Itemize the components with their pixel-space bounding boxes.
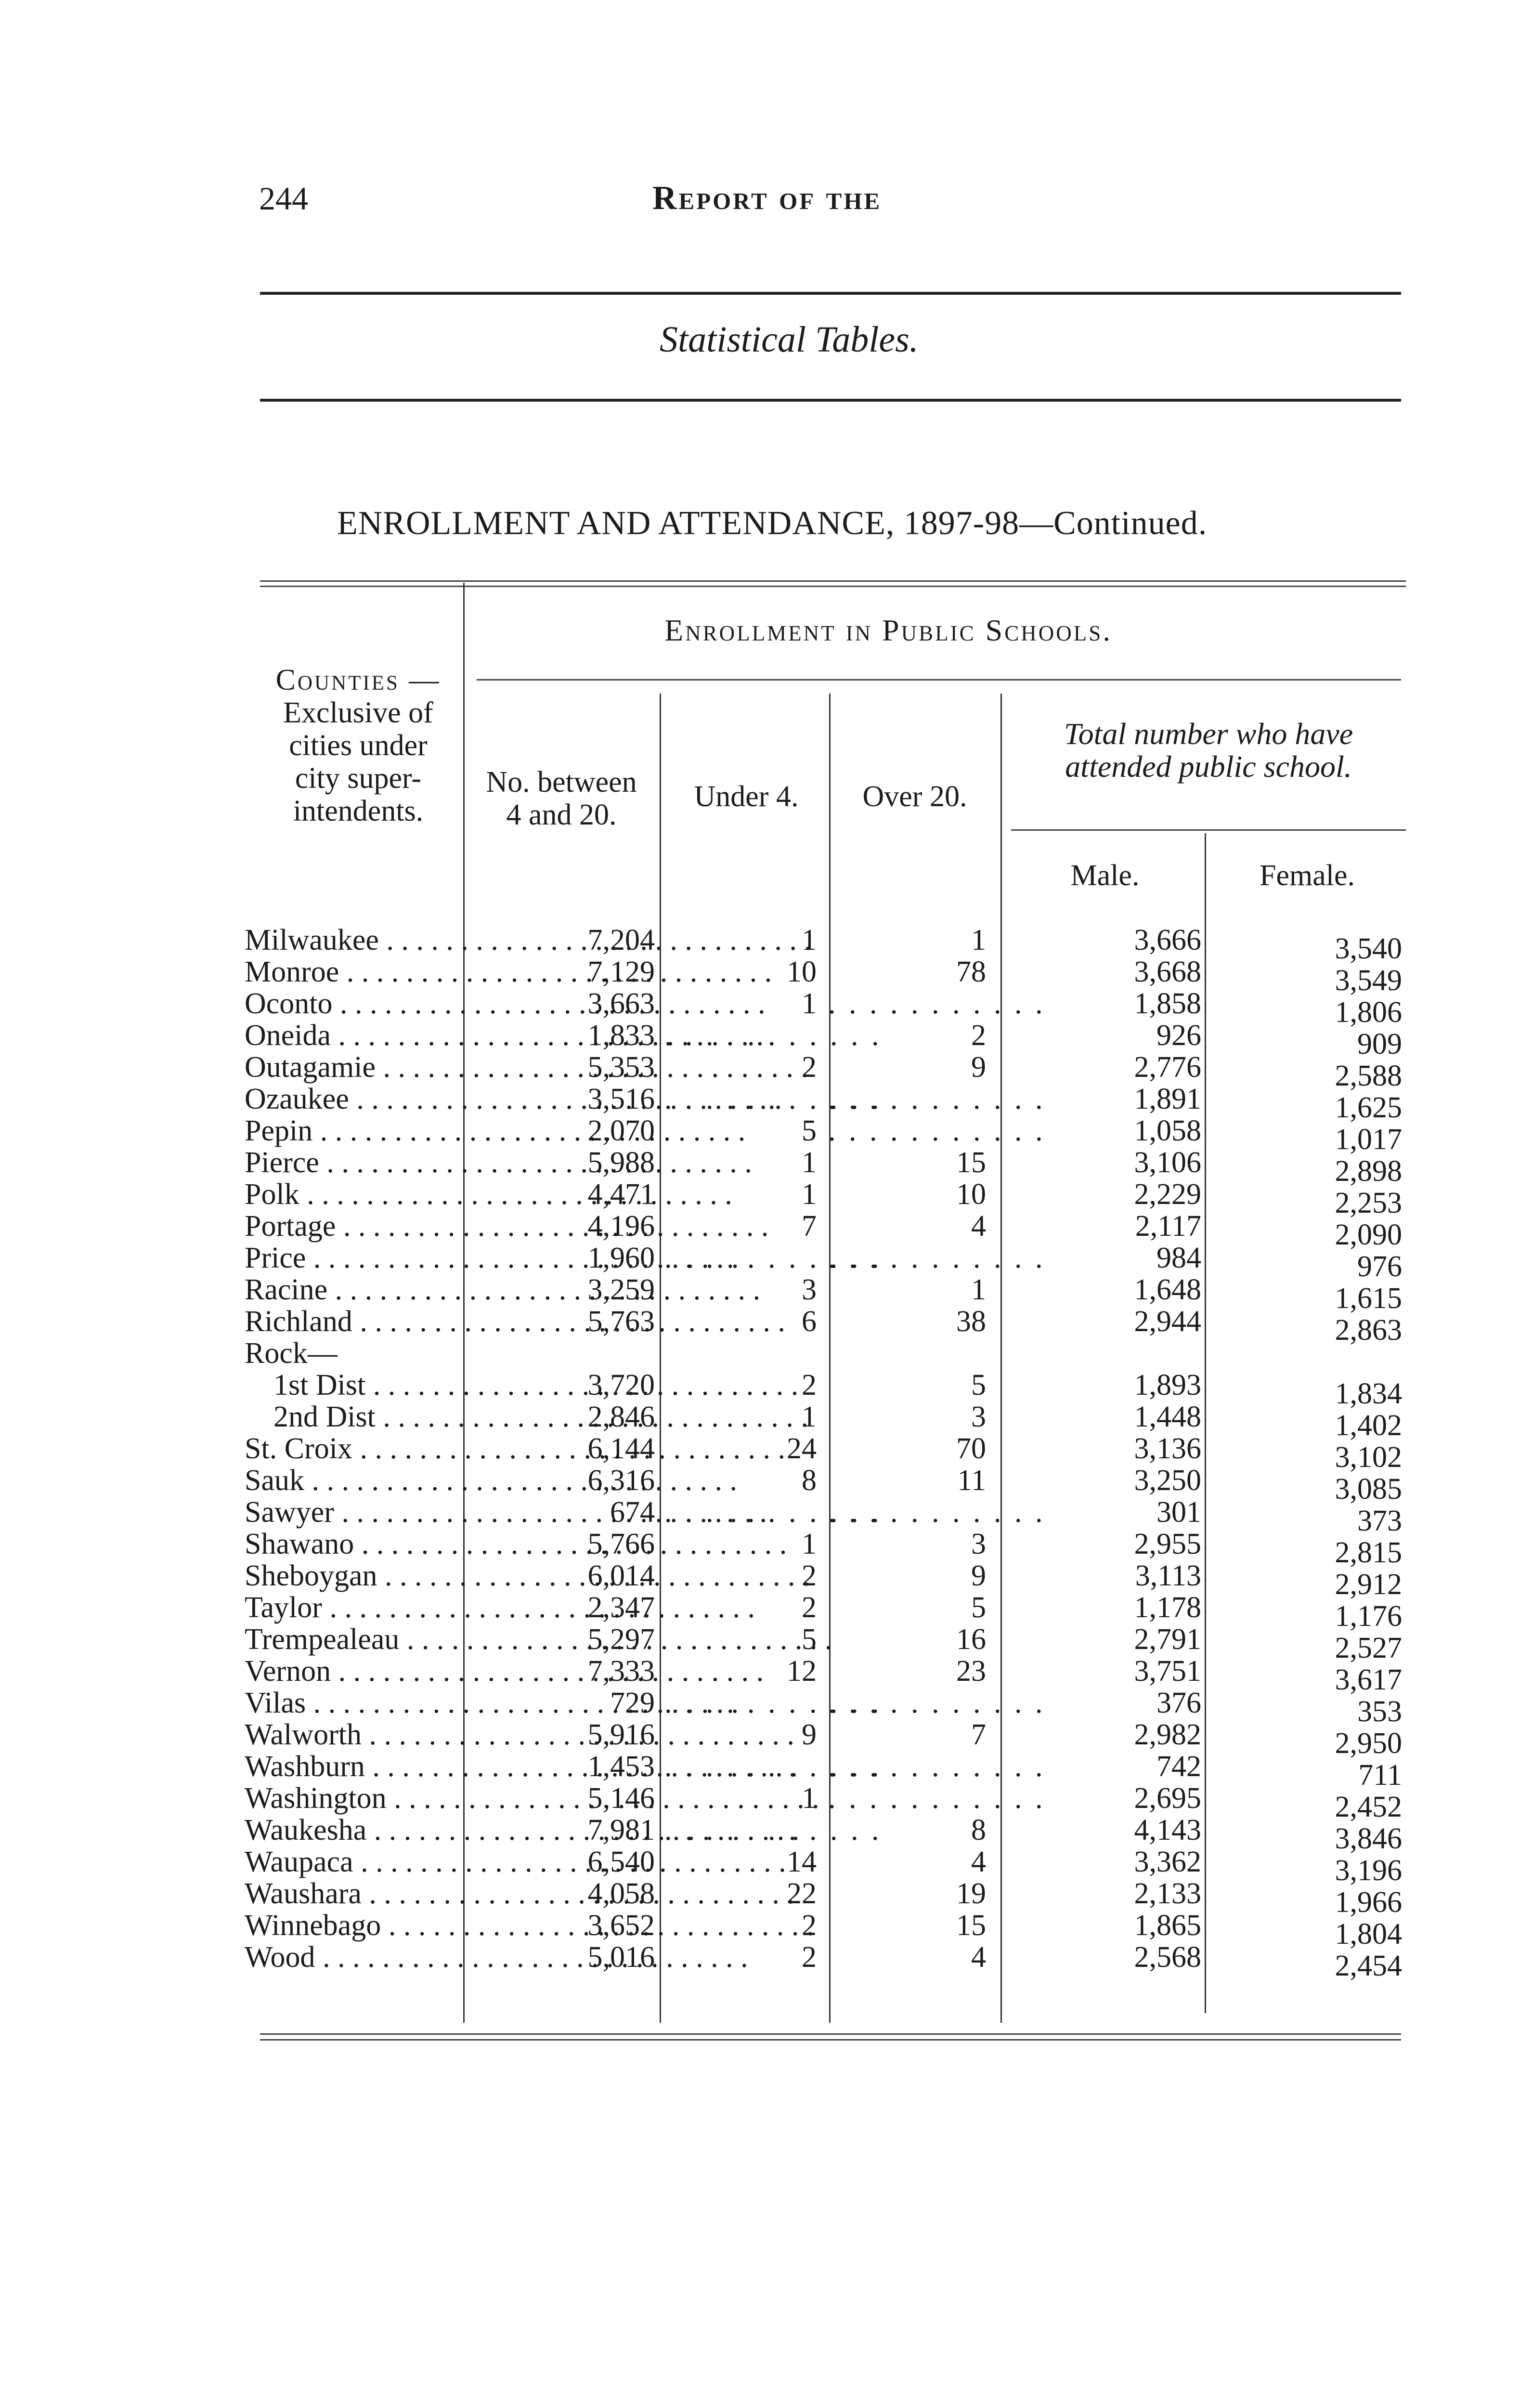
female-cell: 3,540 (1335, 932, 1402, 965)
table-top-rule-double (260, 586, 1406, 587)
county-cell: Ozaukee . . . (245, 1083, 457, 1115)
female-cell: 373 (1357, 1505, 1402, 1537)
between-cell: 5,353 (587, 1051, 655, 1084)
over-cell-leader: . . . . . . . . . . . (828, 1083, 1046, 1115)
county-cell: Winnebago . . . (245, 1910, 457, 1941)
table-row (0, 1782, 1533, 1823)
under-cell: 10 (787, 955, 817, 988)
county-cell: St. Croix . . . (245, 1433, 457, 1465)
female-header: Female. (1260, 859, 1355, 892)
table-row (0, 1814, 1533, 1855)
female-cell: 3,846 (1335, 1822, 1402, 1855)
table-top-rule (260, 580, 1406, 582)
male-cell: 2,229 (1134, 1178, 1201, 1211)
county-cell: Washington . . . (245, 1782, 457, 1814)
between-cell: 5,766 (587, 1528, 655, 1560)
male-cell: 2,791 (1134, 1623, 1201, 1656)
male-cell: 2,955 (1134, 1528, 1201, 1560)
between-cell: 3,720 (587, 1369, 655, 1401)
counties-header-line: intendents. (293, 795, 424, 827)
under-cell-leader: . . . . . . . . . . . (664, 1083, 882, 1115)
male-cell: 2,568 (1134, 1941, 1201, 1974)
between-cell: 3,516 (587, 1083, 655, 1115)
under-cell: 12 (787, 1655, 817, 1688)
county-cell: Oneida . . . (245, 1020, 457, 1051)
table-row (0, 1496, 1533, 1537)
over-cell: 1 (971, 1273, 986, 1306)
county-cell: Racine . . . (245, 1274, 457, 1306)
under-cell: 5 (802, 1623, 817, 1656)
between-cell: 1,960 (587, 1242, 655, 1274)
female-cell: 2,898 (1335, 1155, 1402, 1188)
county-cell: Outagamie . . . (245, 1051, 457, 1083)
under-cell: 1 (802, 1400, 817, 1433)
female-cell: 1,176 (1335, 1600, 1402, 1633)
between-header-line: No. between (486, 766, 637, 798)
under-cell: 3 (802, 1273, 817, 1306)
male-cell: 2,776 (1134, 1051, 1201, 1084)
table-row (0, 987, 1533, 1029)
section-heading: Statistical Tables. (660, 319, 919, 360)
over-cell-leader: . . . . . . . . . . . (828, 1687, 1046, 1719)
table-row (0, 1528, 1533, 1569)
female-cell: 2,912 (1335, 1568, 1402, 1601)
county-cell: Sauk . . . (245, 1465, 457, 1496)
under-cell: 1 (802, 924, 817, 956)
under-cell: 2 (802, 1559, 817, 1592)
between-cell: 4,058 (587, 1877, 655, 1910)
male-cell: 3,362 (1134, 1845, 1201, 1878)
female-cell: 2,090 (1335, 1218, 1402, 1251)
male-cell: 1,893 (1134, 1369, 1201, 1401)
between-cell: 7,129 (587, 955, 655, 988)
between-cell: 4,196 (587, 1210, 655, 1243)
table-row (0, 1623, 1533, 1664)
table-row (0, 1432, 1533, 1474)
under-cell: 7 (802, 1210, 817, 1243)
county-cell: Pepin . . . (245, 1115, 457, 1147)
male-cell: 2,982 (1134, 1718, 1201, 1751)
county-cell: Waukesha . . . (245, 1814, 457, 1846)
county-cell: Trempealeau . . . (245, 1623, 457, 1655)
male-cell: 3,106 (1134, 1146, 1201, 1179)
over-cell: 78 (956, 955, 986, 988)
table-row (0, 1400, 1533, 1442)
table-row (0, 1845, 1533, 1887)
between-cell: 5,988 (587, 1146, 655, 1179)
between-cell: 6,144 (587, 1432, 655, 1465)
female-cell: 3,617 (1335, 1663, 1402, 1696)
between-cell: 7,333 (587, 1655, 655, 1688)
county-cell: Shawano . . . (245, 1528, 457, 1560)
county-cell: 2nd Dist . . . (245, 1401, 457, 1433)
counties-header-line: Exclusive of (283, 696, 433, 729)
between-cell: 6,316 (587, 1464, 655, 1497)
over-cell-leader: . . . . . . . . . . . (828, 1114, 1046, 1147)
county-cell: Sheboygan . . . (245, 1560, 457, 1592)
under-cell-leader: . . . . . . . . . . . (664, 1019, 882, 1052)
county-cell: Portage . . . (245, 1210, 457, 1242)
county-cell: Monroe . . . (245, 956, 457, 988)
under-cell: 2 (802, 1909, 817, 1942)
male-cell: 2,133 (1134, 1877, 1201, 1910)
over-cell: 5 (971, 1369, 986, 1401)
over-cell: 9 (971, 1051, 986, 1084)
under-cell-leader: . . . . . . . . . . . (664, 1496, 882, 1529)
between-cell: 3,259 (587, 1273, 655, 1306)
county-cell: Sawyer . . . (245, 1496, 457, 1528)
table-row (0, 1687, 1533, 1728)
under-cell-leader: . . . . . . . . . . . (664, 1687, 882, 1719)
female-cell: 1,625 (1335, 1091, 1402, 1124)
running-head: Report of the (652, 180, 882, 217)
female-cell: 2,253 (1335, 1187, 1402, 1219)
male-cell: 1,648 (1134, 1273, 1201, 1306)
female-cell: 909 (1357, 1028, 1402, 1060)
over-cell: 10 (956, 1178, 986, 1211)
table-row (0, 1051, 1533, 1092)
county-cell: Vilas . . . (245, 1687, 457, 1719)
table-row (0, 1210, 1533, 1251)
male-cell: 1,858 (1134, 987, 1201, 1020)
over-cell-leader: . . . . . . . . . . . (828, 1242, 1046, 1274)
total-header-line: attended public school. (1065, 749, 1352, 784)
male-cell: 4,143 (1134, 1814, 1201, 1846)
over-cell-leader: . . . . . . . . . . . (828, 1750, 1046, 1783)
under-cell: 24 (787, 1432, 817, 1465)
over-cell: 8 (971, 1814, 986, 1846)
male-cell: 1,058 (1134, 1114, 1201, 1147)
male-cell: 3,136 (1134, 1432, 1201, 1465)
county-cell: Taylor . . . (245, 1592, 457, 1623)
enrollment-group-header: Enrollment in Public Schools. (664, 613, 1113, 647)
over-cell: 4 (971, 1845, 986, 1878)
under-cell: 22 (787, 1877, 817, 1910)
male-cell: 2,944 (1134, 1305, 1201, 1338)
table-row (0, 1178, 1533, 1219)
male-cell: 742 (1156, 1750, 1201, 1783)
over-header: Over 20. (862, 780, 967, 813)
male-cell: 926 (1156, 1019, 1201, 1052)
under-cell: 14 (787, 1845, 817, 1878)
between-cell: 6,540 (587, 1845, 655, 1878)
between-cell: 2,070 (587, 1114, 655, 1147)
table-row (0, 1083, 1533, 1124)
county-cell: Walworth . . . (245, 1719, 457, 1751)
table-row (0, 1146, 1533, 1188)
under-header: Under 4. (694, 780, 799, 813)
female-cell: 2,527 (1335, 1632, 1402, 1664)
county-cell: Oconto . . . (245, 988, 457, 1020)
between-cell: 4,471 (587, 1178, 655, 1211)
over-cell: 15 (956, 1909, 986, 1942)
over-cell: 16 (956, 1623, 986, 1656)
total-header (1006, 718, 1411, 783)
table-bottom-rule (260, 2033, 1401, 2035)
female-cell: 3,549 (1335, 964, 1402, 997)
male-cell: 3,250 (1134, 1464, 1201, 1497)
under-cell-leader: . . . . . . . . . . . (664, 1750, 882, 1783)
male-cell: 3,668 (1134, 955, 1201, 988)
female-cell: 1,834 (1335, 1377, 1402, 1410)
over-cell: 11 (957, 1464, 986, 1497)
county-cell: 1st Dist . . . (245, 1369, 457, 1401)
table-row (0, 1369, 1533, 1410)
female-cell: 1,402 (1335, 1409, 1402, 1442)
between-cell: 729 (610, 1687, 655, 1719)
over-cell: 23 (956, 1655, 986, 1688)
county-cell: Milwaukee . . . (245, 924, 457, 956)
male-cell: 1,448 (1134, 1400, 1201, 1433)
female-cell: 1,804 (1335, 1918, 1402, 1950)
table-row (0, 1941, 1533, 1982)
over-cell-leader: . . . . . . . . . . . (828, 1782, 1046, 1815)
under-cell: 1 (802, 1146, 817, 1179)
female-cell: 3,085 (1335, 1473, 1402, 1505)
subgroup-rule (1011, 829, 1406, 831)
table-title: ENROLLMENT AND ATTENDANCE, 1897-98—Continued. (337, 505, 1208, 542)
under-cell: 6 (802, 1305, 817, 1338)
male-cell: 301 (1156, 1496, 1201, 1529)
over-cell-leader: . . . . . . . . . . . (828, 987, 1046, 1020)
table-row (0, 1877, 1533, 1919)
over-cell: 15 (956, 1146, 986, 1179)
between-header (465, 766, 658, 831)
counties-header (262, 664, 455, 827)
female-cell: 2,863 (1335, 1314, 1402, 1347)
over-cell: 4 (971, 1941, 986, 1974)
county-cell: Waushara . . . (245, 1878, 457, 1910)
table-row (0, 1909, 1533, 1950)
under-cell: 2 (802, 1051, 817, 1084)
under-cell: 1 (802, 1528, 817, 1560)
between-cell: 7,204 (587, 924, 655, 956)
under-cell-leader: . . . . . . . . . . . (664, 1242, 882, 1274)
county-cell: Richland . . . (245, 1306, 457, 1337)
table-row (0, 1305, 1533, 1347)
male-cell: 1,865 (1134, 1909, 1201, 1942)
table-row (0, 1242, 1533, 1283)
over-cell: 2 (971, 1019, 986, 1052)
under-cell-leader: . . . . . . . . . . . (664, 1814, 882, 1846)
over-cell: 70 (956, 1432, 986, 1465)
table-row (0, 1750, 1533, 1792)
male-cell: 1,178 (1134, 1591, 1201, 1624)
counties-header-line: Counties — (275, 664, 441, 696)
county-cell: Pierce . . . (245, 1147, 457, 1178)
female-cell: 2,588 (1335, 1060, 1402, 1092)
between-cell: 674 (610, 1496, 655, 1529)
female-cell: 2,454 (1335, 1950, 1402, 1982)
female-cell: 711 (1358, 1759, 1402, 1792)
between-cell: 1,833 (587, 1019, 655, 1052)
header-rule-bottom (260, 399, 1401, 402)
male-cell: 3,113 (1135, 1559, 1201, 1592)
table-row (0, 1718, 1533, 1760)
female-cell: 2,950 (1335, 1727, 1402, 1760)
table-row (0, 924, 1533, 965)
total-header-line: Total number who have (1064, 717, 1353, 751)
between-cell: 2,846 (587, 1400, 655, 1433)
county-cell: Polk . . . (245, 1178, 457, 1210)
under-cell: 9 (802, 1718, 817, 1751)
over-cell: 9 (971, 1559, 986, 1592)
female-cell: 1,615 (1335, 1282, 1402, 1315)
over-cell: 4 (971, 1210, 986, 1243)
male-cell: 2,695 (1134, 1782, 1201, 1815)
table-row (0, 1019, 1533, 1060)
between-cell: 5,146 (587, 1782, 655, 1815)
between-cell: 3,652 (587, 1909, 655, 1942)
table-row (0, 955, 1533, 997)
over-cell: 5 (971, 1591, 986, 1624)
male-header: Male. (1070, 859, 1140, 892)
between-cell: 5,016 (587, 1941, 655, 1974)
under-cell: 1 (802, 987, 817, 1020)
female-cell: 3,196 (1335, 1854, 1402, 1887)
under-cell: 2 (802, 1941, 817, 1974)
county-cell: Vernon . . . (245, 1655, 457, 1687)
female-cell: 1,806 (1335, 996, 1402, 1029)
female-cell: 353 (1357, 1695, 1402, 1728)
between-cell: 2,347 (587, 1591, 655, 1624)
table-row (0, 1273, 1533, 1315)
under-cell: 1 (802, 1782, 817, 1815)
between-header-line: 4 and 20. (506, 798, 617, 831)
under-cell: 8 (802, 1464, 817, 1497)
female-cell: 2,452 (1335, 1791, 1402, 1823)
counties-header-line: city super- (295, 762, 422, 795)
between-cell: 6,014 (587, 1559, 655, 1592)
male-cell: 1,891 (1134, 1083, 1201, 1115)
female-cell: 3,102 (1335, 1441, 1402, 1474)
page-number: 244 (259, 180, 308, 217)
female-cell: 1,017 (1335, 1123, 1402, 1156)
under-cell: 1 (802, 1178, 817, 1211)
between-cell: 7,981 (587, 1814, 655, 1846)
between-cell: 3,663 (587, 987, 655, 1020)
female-cell: 1,966 (1335, 1886, 1402, 1919)
under-cell: 2 (802, 1591, 817, 1624)
over-cell: 3 (971, 1400, 986, 1433)
male-cell: 3,666 (1134, 924, 1201, 956)
over-cell: 19 (956, 1877, 986, 1910)
between-cell: 1,453 (587, 1750, 655, 1783)
between-cell: 5,297 (587, 1623, 655, 1656)
county-cell: Price . . . (245, 1242, 457, 1274)
county-cell: Washburn . . . (245, 1751, 457, 1782)
over-cell: 7 (971, 1718, 986, 1751)
county-cell: Wood . . . (245, 1941, 457, 1973)
over-cell: 1 (971, 924, 986, 956)
between-cell: 5,763 (587, 1305, 655, 1338)
table-row (0, 1337, 1533, 1369)
over-cell: 38 (956, 1305, 986, 1338)
group-rule (477, 679, 1401, 681)
header-rule-top (260, 292, 1401, 295)
female-cell: 976 (1357, 1250, 1402, 1283)
male-cell: 2,117 (1135, 1210, 1201, 1243)
male-cell: 984 (1156, 1242, 1201, 1274)
table-row (0, 1591, 1533, 1633)
table-row (0, 1114, 1533, 1156)
over-cell: 3 (971, 1528, 986, 1560)
female-cell: 2,815 (1335, 1536, 1402, 1569)
counties-header-line: cities under (289, 729, 428, 762)
between-cell: 5,916 (587, 1718, 655, 1751)
table-row (0, 1464, 1533, 1505)
under-cell: 5 (802, 1114, 817, 1147)
under-cell: 2 (802, 1369, 817, 1401)
male-cell: 376 (1156, 1687, 1201, 1719)
table-row (0, 1655, 1533, 1696)
over-cell-leader: . . . . . . . . . . . (828, 1496, 1046, 1529)
table-bottom-rule-double (260, 2039, 1401, 2041)
county-cell: Rock— (245, 1337, 338, 1370)
table-row (0, 1559, 1533, 1601)
county-cell: Waupaca . . . (245, 1846, 457, 1878)
male-cell: 3,751 (1134, 1655, 1201, 1688)
